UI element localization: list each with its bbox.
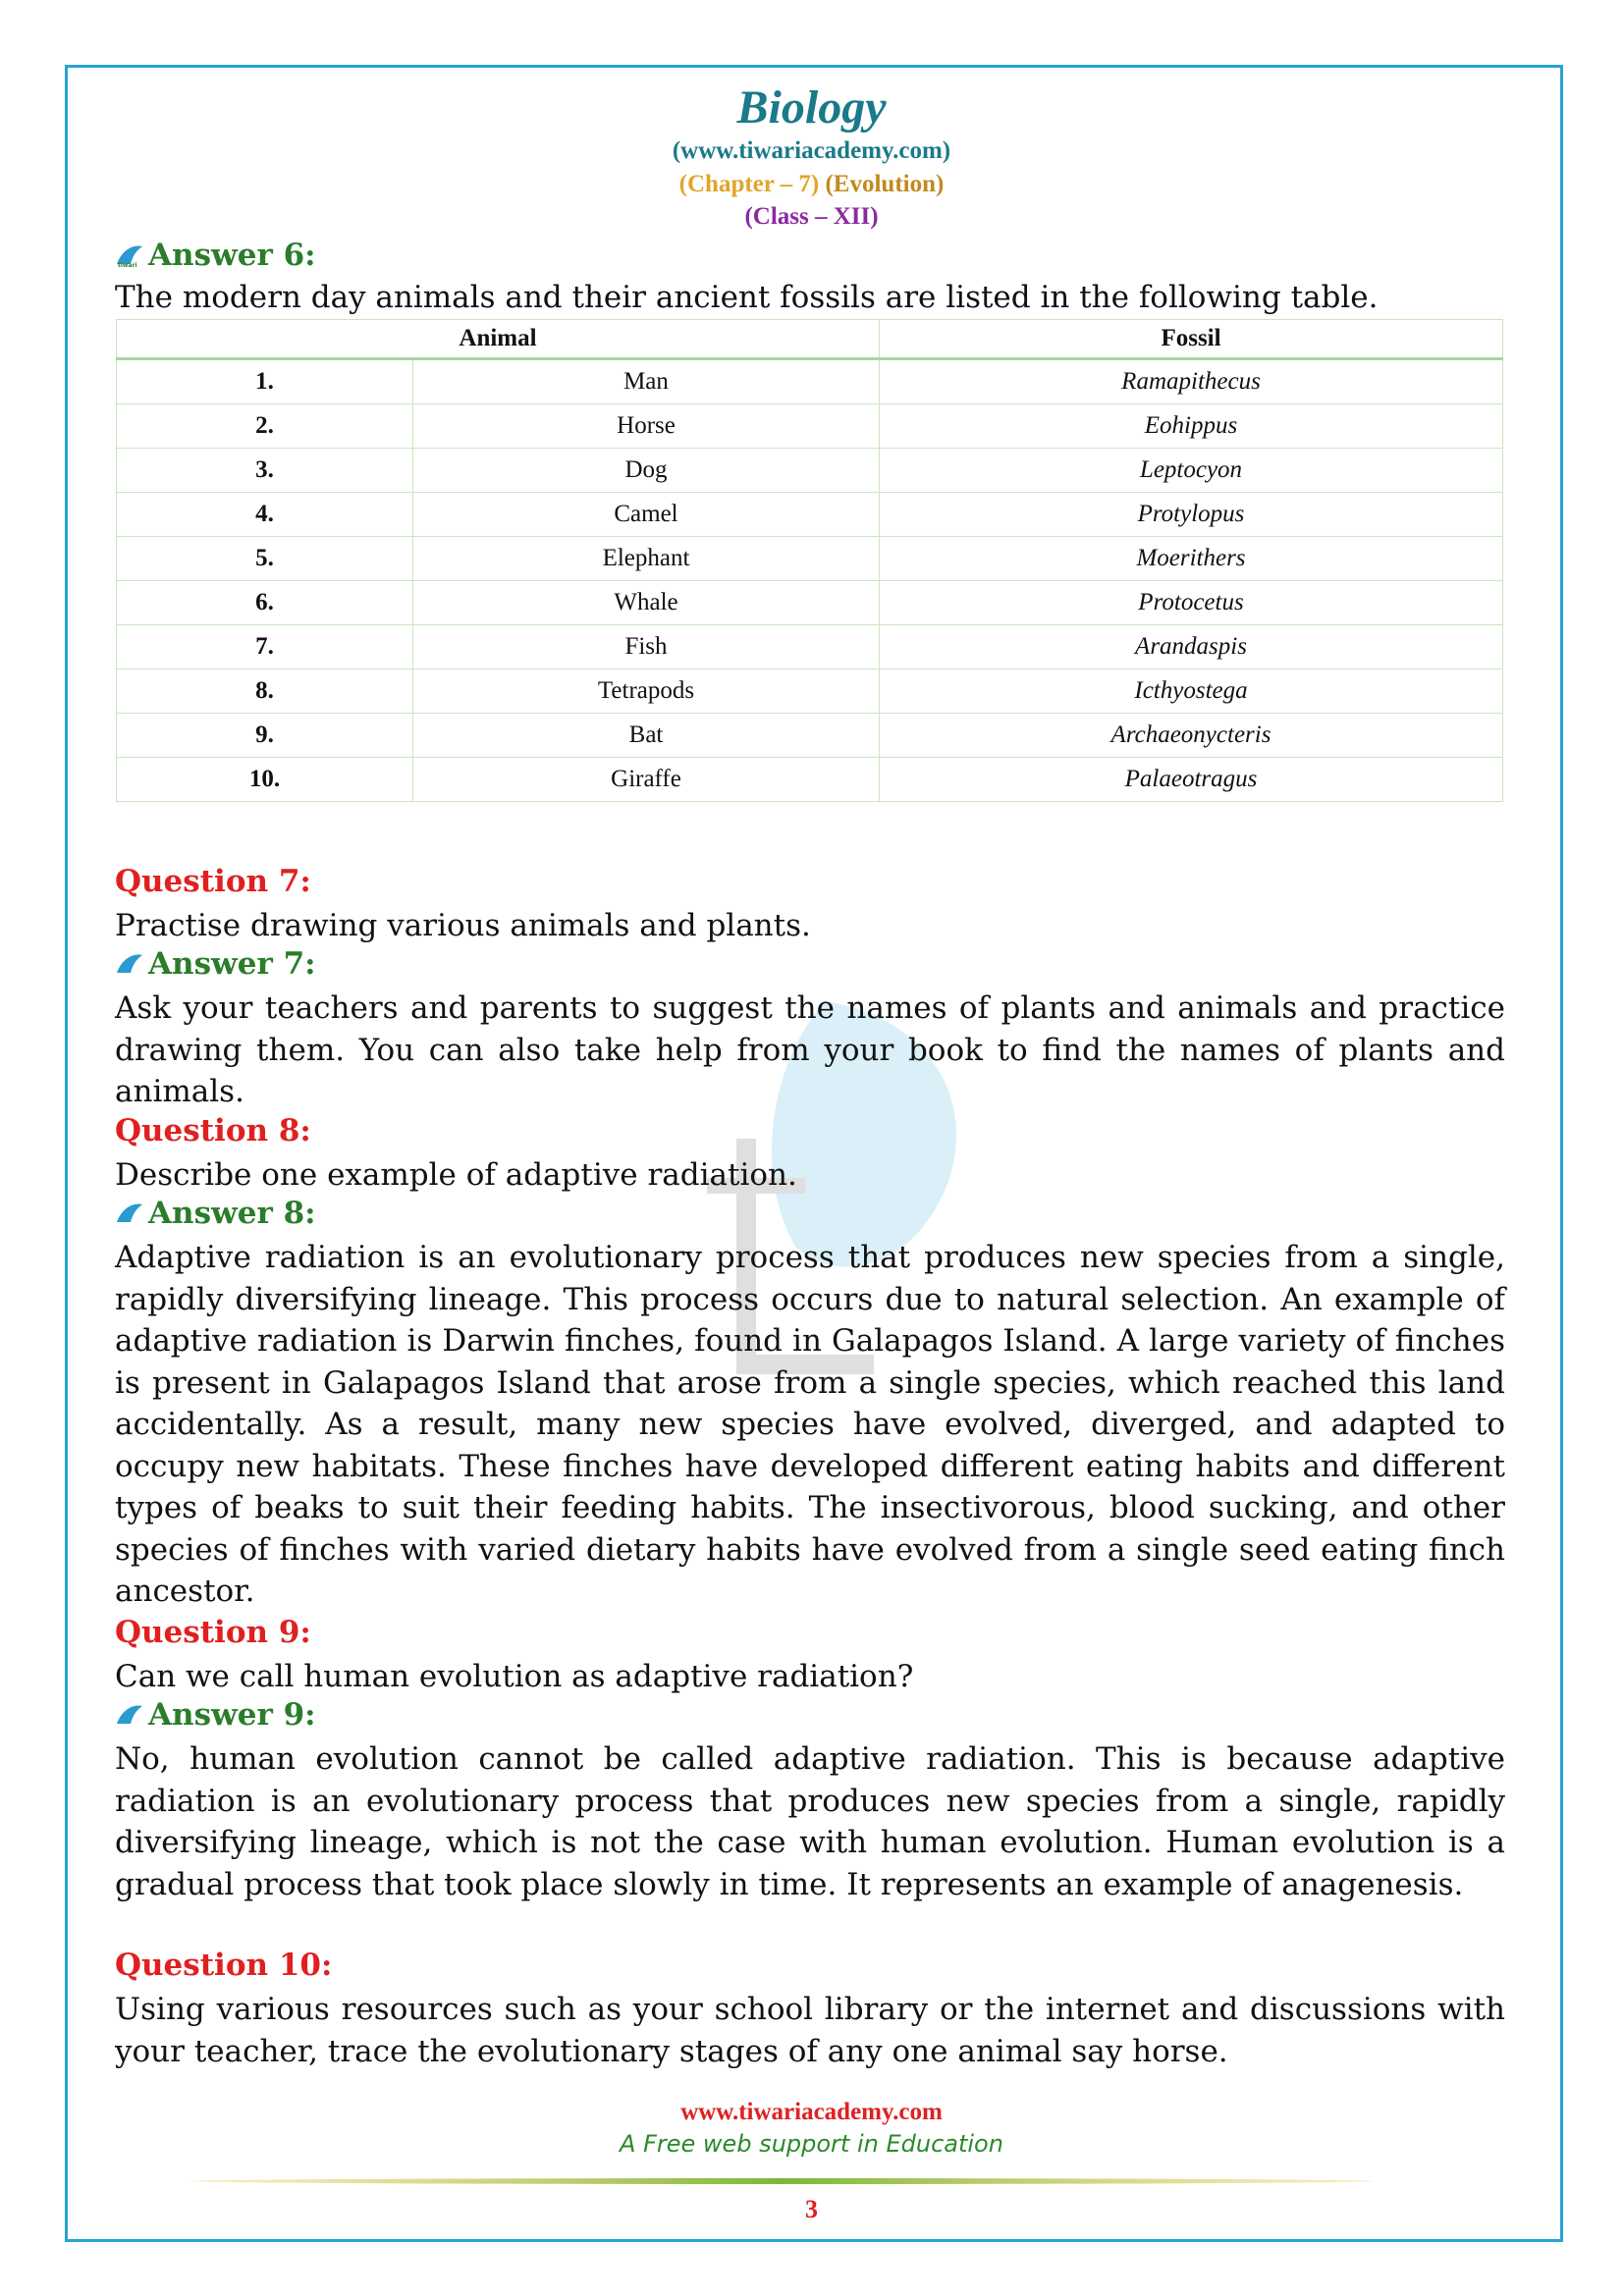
bird-icon [115, 242, 144, 268]
answer-9-label: Answer 9: [148, 1697, 316, 1733]
fossil-cell: Arandaspis [880, 625, 1503, 669]
answer-7-label: Answer 7: [148, 946, 316, 982]
chapter-label: (Chapter – 7) [678, 171, 820, 197]
question-9-label: Question 9: [115, 1615, 311, 1650]
question-10-label: Question 10: [115, 1948, 333, 1983]
subject-title: Biology [736, 81, 887, 133]
row-number: 6. [117, 581, 413, 625]
question-8-text: Describe one example of adaptive radiation. [115, 1157, 797, 1193]
answer-9-heading [115, 1697, 316, 1733]
row-number: 9. [117, 714, 413, 758]
answer-8-text: Adaptive radiation is an evolutionary process that produces new species from a single, rapidly diversifying lineage. This process occurs due to natural selection. An example of adaptive radiation is Darwin finches, found in Galapagos Island. A large variety of finches is present in Galapagos Island that arose from a single species, which reached this land accidentally. As a result, many new species have evolved, diverged, and adapted to occupy new habitats. These finches have developed different eating habits and different types of beaks to suit their feeding habits. The insectivorous, blood sucking, and other species of finches with varied dietary habits have evolved from a single seed eating finch ancestor. [115, 1240, 1505, 1609]
fossil-table [116, 319, 1503, 802]
question-7-text: Practise drawing various animals and plants. [115, 908, 811, 943]
table-header-row [117, 320, 1503, 359]
animal-cell: Giraffe [413, 758, 880, 802]
animal-cell: Elephant [413, 537, 880, 581]
fossil-cell: Palaeotragus [880, 758, 1503, 802]
footer-divider [191, 2178, 1375, 2184]
row-number: 3. [117, 449, 413, 493]
chapter-line [0, 171, 1623, 198]
answer-6-text: The modern day animals and their ancient fossils are listed in the following table. [115, 280, 1379, 315]
table-row [117, 714, 1503, 758]
header-fossil: Fossil [880, 320, 1503, 359]
answer-6-label: Answer 6: [148, 238, 316, 273]
fossil-cell: Protocetus [880, 581, 1503, 625]
table-row [117, 537, 1503, 581]
table-row [117, 493, 1503, 537]
bird-icon [115, 1201, 144, 1226]
row-number: 7. [117, 625, 413, 669]
table-row [117, 359, 1503, 404]
animal-cell: Dog [413, 449, 880, 493]
answer-6-heading [115, 238, 316, 273]
fossil-cell: Leptocyon [880, 449, 1503, 493]
question-7-label: Question 7: [115, 864, 311, 899]
table-row [117, 669, 1503, 714]
fossil-cell: Archaeonycteris [880, 714, 1503, 758]
answer-9-text: No, human evolution cannot be called adaptive radiation. This is because adaptive radiation is an evolutionary process that produces new species from a single, rapidly diversifying lineage, which is not the case with human evolution. Human evolution is a gradual process that took place slowly in time. It represents an example of anagenesis. [115, 1741, 1505, 1902]
header-animal: Animal [117, 320, 880, 359]
answer-7-heading [115, 946, 316, 982]
fossil-cell: Protylopus [880, 493, 1503, 537]
animal-cell: Horse [413, 404, 880, 449]
table-row [117, 581, 1503, 625]
table-row [117, 449, 1503, 493]
question-10-text: Using various resources such as your school library or the internet and discussions with your teacher, trace the evolutionary stages of any one animal say horse. [115, 1992, 1505, 2069]
bird-icon [115, 951, 144, 977]
fossil-cell: Eohippus [880, 404, 1503, 449]
row-number: 4. [117, 493, 413, 537]
bird-icon [115, 1702, 144, 1728]
answer-8-label: Answer 8: [148, 1196, 316, 1231]
row-number: 2. [117, 404, 413, 449]
row-number: 8. [117, 669, 413, 714]
class-label: (Class – XII) [744, 203, 879, 230]
animal-cell: Camel [413, 493, 880, 537]
answer-7-text: Ask your teachers and parents to suggest the names of plants and animals and practice drawing them. You can also take help from your book to find the names of plants and animals. [115, 990, 1505, 1109]
header-url[interactable]: (www.tiwariacademy.com) [672, 137, 951, 164]
footer-tagline: A Free web support in Education [620, 2130, 1003, 2158]
row-number: 5. [117, 537, 413, 581]
table-row [117, 404, 1503, 449]
animal-cell: Bat [413, 714, 880, 758]
fossil-cell: Moerithers [880, 537, 1503, 581]
fossil-cell: Ramapithecus [880, 359, 1503, 404]
animal-cell: Man [413, 359, 880, 404]
question-9-text: Can we call human evolution as adaptive radiation? [115, 1659, 914, 1694]
animal-cell: Fish [413, 625, 880, 669]
row-number: 1. [117, 359, 413, 404]
page-number: 3 [805, 2195, 818, 2223]
svg-text:tiwari: tiwari [118, 262, 137, 268]
question-8-label: Question 8: [115, 1113, 311, 1148]
chapter-topic: (Evolution) [825, 171, 945, 197]
table-row [117, 758, 1503, 802]
fossil-cell: Icthyostega [880, 669, 1503, 714]
table-row [117, 625, 1503, 669]
animal-cell: Tetrapods [413, 669, 880, 714]
footer-url[interactable]: www.tiwariacademy.com [680, 2099, 943, 2125]
row-number: 10. [117, 758, 413, 802]
answer-8-heading [115, 1196, 316, 1231]
animal-cell: Whale [413, 581, 880, 625]
